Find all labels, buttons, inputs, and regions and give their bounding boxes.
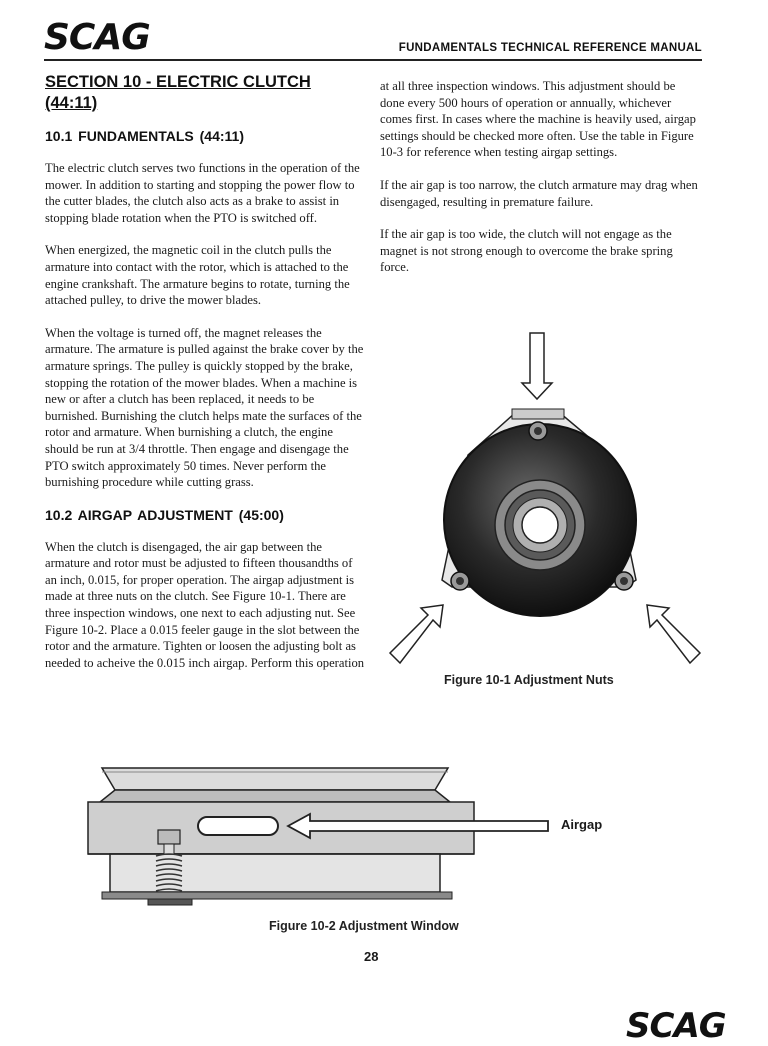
up-left-arrow-icon: [647, 605, 700, 663]
adjusting-nut: [158, 830, 180, 844]
footer-brand-logo: SCAG: [626, 1006, 726, 1046]
paragraph: When the voltage is turned off, the magnet releases the armature. The armature is pulled against the brake cover by the armature springs. The pulley is quickly stopped by the brake, stopping the rotation of the mower blades. When a machine is new or after a clutch has been replaced, it needs to be burnished. Burnishing the clutch helps mate the surfaces of the rotor and armature. When burnishing a clutch, the engine should be run at 3/4 throttle. Then engage and disengage the PTO switch approximately 50 times. Never perform the burnishing procedure while cutting grass.: [45, 325, 364, 490]
adjustment-nut-right: [615, 572, 633, 590]
brand-logo: SCAG: [44, 17, 150, 58]
left-column: [45, 72, 365, 687]
inspection-window: [198, 817, 278, 835]
figure-clutch-adjustment-nuts: [380, 325, 710, 670]
subsection-title-fundamentals: 10.1 FUNDAMENTALS (44:11): [45, 128, 245, 144]
paragraph: When the clutch is disengaged, the air gap between the armature and rotor must be adjusted to fifteen thousandths of an inch, 0.015, for proper operation. The airgap adjustment is made at three nuts on the clutch. See Figure 10-1. There are three inspection windows, one next to each adjusting nut. See Figure 10-2. Place a 0.015 feeler gauge in the slot between the rotor and the armature. Tighten or loosen the adjusting bolt as needed to acheive the 0.015 inch airgap. Perform this operation: [45, 539, 365, 670]
paragraph: When energized, the magnetic coil in the clutch pulls the armature into contact with the rotor, which is attached to the engine crankshaft. The armature begins to rotate, turning the attached pulley, to drive the mower blades.: [45, 243, 350, 308]
subsection-title-airgap: 10.2 AIRGAP ADJUSTMENT (45:00): [45, 506, 284, 523]
right-column: [380, 78, 702, 292]
figure-1-caption: Figure 10-1 Adjustment Nuts: [444, 673, 614, 687]
paragraph: If the air gap is too wide, the clutch will not engage as the magnet is not strong enough to overcome the brake spring force.: [380, 227, 673, 275]
paragraph: at all three inspection windows. This adjustment should be done every 500 hours of operation or annually, whichever comes first. In cases where the machine is heavily used, airgap settings should be checked more often. Use the table in Figure 10-3 for reference when testing airgap settings.: [380, 79, 696, 160]
figure-2-caption: Figure 10-2 Adjustment Window: [269, 919, 459, 933]
manual-title: FUNDAMENTALS TECHNICAL REFERENCE MANUAL: [398, 42, 702, 54]
airgap-label: Airgap: [561, 817, 603, 832]
section-title: SECTION 10 - ELECTRIC CLUTCH (44:11): [45, 73, 311, 112]
figure-adjustment-window: [80, 760, 560, 910]
adjustment-nut-top: [529, 422, 547, 440]
page-number: 28: [364, 949, 379, 964]
adjustment-nut-left: [451, 572, 469, 590]
header-divider: [44, 59, 702, 61]
down-arrow-icon: [522, 333, 552, 399]
paragraph: If the air gap is too narrow, the clutch armature may drag when disengaged, resulting in premature failure.: [380, 177, 698, 209]
paragraph: The electric clutch serves two functions in the operation of the mower. In addition to starting and stopping the power flow to the cutter blades, the clutch also acts as a brake to assist in stopping blade rotation when the PTO is switched off.: [45, 161, 360, 225]
